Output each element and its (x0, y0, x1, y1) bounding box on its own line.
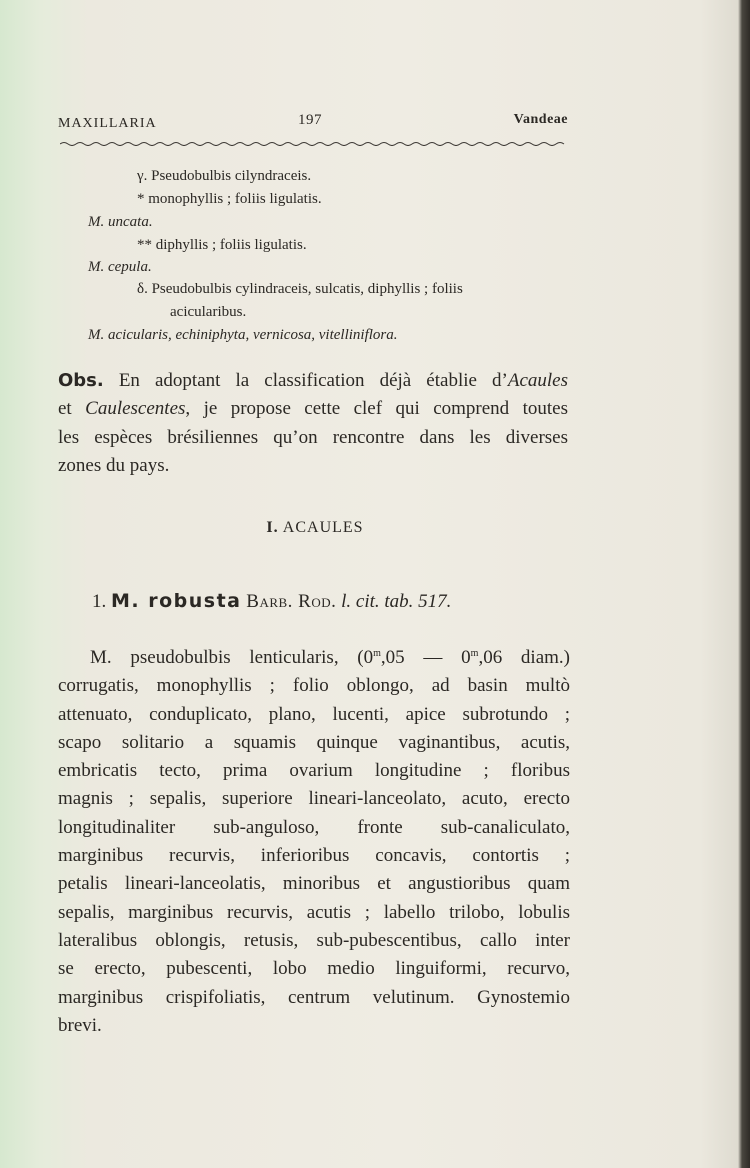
desc-line: embricatis tecto, prima ovarium longitudine ; floribus (58, 760, 570, 782)
desc-line: se erecto, pubescenti, lobo medio linguiformi, recurvo, (58, 958, 570, 980)
header-genus: MAXILLARIA (58, 116, 157, 131)
species-reference: l. cit. tab. 517. (341, 591, 452, 612)
species-name: M. robusta (111, 590, 242, 612)
desc-line: corrugatis, monophyllis ; folio oblongo, ad basin multò (58, 675, 570, 697)
desc-line: marginibus crispifoliatis, centrum velutinum. Gynostemio (58, 986, 570, 1008)
key-line-diphyllis: ** diphyllis ; foliis ligulatis. (137, 237, 307, 253)
species-description (58, 644, 570, 1040)
key-species-list: M. acicularis, echiniphyta, vernicosa, vitelliniflora. (88, 327, 398, 343)
desc-line: longitudinaliter sub-anguloso, fronte sub-canaliculato, (58, 816, 570, 838)
key-line-monophyllis: * monophyllis ; foliis ligulatis. (137, 191, 322, 207)
key-species-uncata: M. uncata. (88, 214, 153, 230)
desc-line: scapo solitario a squamis quinque vaginantibus, acutis, (58, 731, 570, 753)
section-title: ACAULES (282, 519, 364, 536)
key-line-acicularibus: acicularibus. (170, 304, 247, 320)
section-heading (0, 519, 630, 537)
desc-line: M. pseudobulbis lenticularis, (0$^m$,05 — 0$^m$,06 diam.) (90, 647, 570, 668)
desc-line: marginibus recurvis, inferioribus concavis, contortis ; (58, 845, 570, 867)
desc-line: attenuato, conduplicato, plano, lucenti, apice subrotundo ; (58, 703, 570, 725)
species-heading (92, 590, 451, 613)
obs-line-1: Obs. En adoptant la classification déjà établie d’Acaules (58, 370, 568, 391)
running-header (58, 112, 568, 134)
obs-line-3: les espèces brésiliennes qu’on rencontre dans les diverses (58, 426, 568, 448)
section-numeral: I. (266, 519, 279, 536)
desc-line: magnis ; sepalis, superiore lineari-lanceolato, acuto, erecto (58, 788, 570, 810)
header-tribe: Vandeae (513, 112, 568, 127)
species-author: Barb. Rod. (246, 591, 337, 612)
desc-line: lateralibus oblongis, retusis, sub-pubescentibus, callo inter (58, 929, 570, 951)
desc-line: petalis lineari-lanceolatis, minoribus et angustioribus quam (58, 873, 570, 895)
header-wavy-rule (60, 140, 570, 146)
species-number: 1. (92, 591, 107, 612)
obs-line-2: et Caulescentes, je propose cette clef qui comprend toutes (58, 398, 568, 420)
key-line-gamma: γ. Pseudobulbis cilyndraceis. (137, 168, 312, 184)
key-line-delta: δ. Pseudobulbis cylindraceis, sulcatis, diphyllis ; foliis (137, 281, 463, 297)
obs-label: Obs. (58, 370, 104, 391)
obs-line-4: zones du pays. (58, 455, 170, 477)
page-number: 197 (298, 112, 322, 128)
obs-paragraph (58, 367, 568, 481)
desc-line-last: brevi. (58, 1014, 102, 1036)
desc-line: sepalis, marginibus recurvis, acutis ; labello trilobo, lobulis (58, 901, 570, 923)
key-species-cepula: M. cepula. (88, 259, 152, 275)
